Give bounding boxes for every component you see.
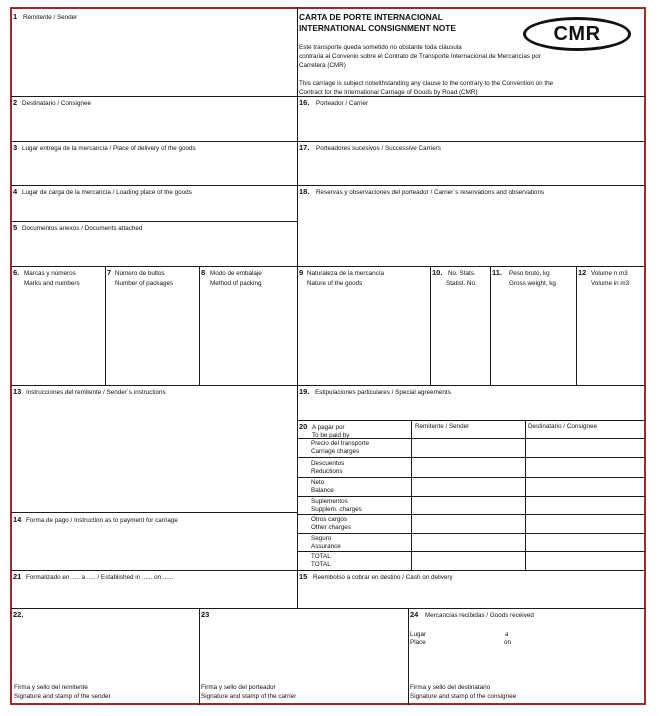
- box-23-sig-es: Firma y sello del porteador: [201, 684, 276, 691]
- row-label-en: Supplem. charges: [311, 506, 362, 513]
- box-7-label-es: Número de bultos: [115, 270, 165, 277]
- row-label-en: TOTAL: [311, 561, 331, 568]
- clause-es-2: contraria al Convenio sobre el Contrato de Transporte Internacional de Mercancías por: [299, 53, 541, 60]
- cmr-logo: CMR: [523, 17, 631, 51]
- row-label-es: Neto: [311, 479, 325, 486]
- box-3-label: Lugar entrega de la mercancía / Place of delivery of the goods: [22, 145, 196, 152]
- box-15-label: Reembolso a cobrar en destino / Cash on delivery: [313, 574, 453, 581]
- box-5-number: 5: [13, 223, 18, 232]
- box-12-label-en: Volume in m3: [591, 280, 630, 287]
- box-24-on: on: [504, 639, 512, 646]
- box-12-number: 12: [578, 268, 587, 277]
- box-20-label-es: A pagar por: [312, 424, 345, 431]
- title-es: CARTA DE PORTE INTERNACIONAL: [299, 12, 443, 22]
- row-label-en: Reductions: [311, 468, 343, 475]
- box-1-label: Remitente / Sender: [23, 14, 78, 21]
- box-13-label: Instrucciones del remitente / Sender´s instructions: [26, 389, 166, 396]
- box-8-label-es: Modo de embalaje: [210, 270, 262, 277]
- row-label-en: Carriage charges: [311, 448, 360, 455]
- box-10-number: 10.: [432, 268, 443, 277]
- box-7-label-en: Number of packages: [115, 280, 174, 287]
- box-11-label-en: Gross weight, kg: [509, 280, 556, 287]
- box-24-sig-en: Signature and stamp of the consignee: [410, 693, 517, 700]
- row-label-es: Seguro: [311, 535, 332, 542]
- row-label-es: Descuentos: [311, 460, 345, 467]
- box-14-number: 14: [13, 515, 22, 524]
- box-22-sig-en: Signature and stamp of the sender: [14, 693, 111, 700]
- box-16-number: 16.: [299, 98, 310, 107]
- box-20-number: 20: [299, 422, 308, 431]
- box-24-lugar: Lugar: [410, 631, 427, 638]
- box-23-sig-en: Signature and stamp of the carrier: [201, 693, 297, 700]
- box-6-label-en: Marks and numbers: [24, 280, 80, 287]
- box-8-label-en: Method of packing: [210, 280, 262, 287]
- box-13-number: 13: [13, 387, 22, 396]
- box-11-label-es: Peso bruto, kg: [509, 270, 550, 277]
- box-24-a: a: [505, 631, 509, 638]
- box-21-number: 21: [13, 572, 22, 581]
- clause-en-1: This carriage is subject notwithstanding any clause to the contrary to the Convention on the: [299, 80, 554, 87]
- box-23-number: 23: [201, 610, 210, 619]
- box-18-label: Reservas y observaciones del porteador / Carrier´s reservations and observations: [316, 189, 545, 196]
- box-10-label-en: Statist. No.: [446, 280, 477, 287]
- row-label-es: TOTAL: [311, 553, 331, 560]
- box-15-number: 15: [299, 572, 308, 581]
- box-17-number: 17.: [299, 143, 310, 152]
- box-11-number: 11.: [492, 268, 503, 277]
- row-label-en: Assurance: [311, 543, 341, 550]
- box-12-label-es: Volume n m3: [591, 270, 628, 277]
- box-7-number: 7: [107, 268, 112, 277]
- clause-es-1: Este transporte queda sometido no obstante toda cláusula: [299, 44, 462, 51]
- row-label-en: Balance: [311, 487, 334, 494]
- box-9-label-es: Naturaleza de la mercancía: [307, 270, 385, 277]
- box-4-number: 4: [13, 187, 18, 196]
- box-19-label: Estipulaciones particulares / Special agreements: [315, 389, 451, 396]
- box-9-label-en: Nature of the goods: [307, 280, 363, 287]
- box-14-label: Forma de pago / Instruction as to payment for carriage: [26, 517, 178, 524]
- clause-en-2: Contract for the International Carriage of Goods by Road (CMR): [299, 89, 478, 96]
- box-5-label: Documentos anexos / Documents attached: [22, 225, 143, 232]
- box-18-number: 18.: [299, 187, 310, 196]
- box-21-label: Formalizado en ..... a ..... / Established in ...... on ......: [26, 574, 174, 581]
- row-label-es: Precio del transporte: [311, 440, 370, 447]
- box-20-label-en: To be paid by: [312, 432, 350, 439]
- box-24-sig-es: Firma y sello del destinatario: [410, 684, 491, 691]
- box-4-label: Lugar de carga de la mercancía / Loading place of the goods: [22, 189, 192, 196]
- box-22-sig-es: Firma y sello del remitente: [14, 684, 88, 691]
- row-label-en: Other charges: [311, 524, 351, 531]
- row-label-es: Otros cargos: [311, 516, 348, 523]
- box-20-col-consignee: Destinatario / Consignee: [528, 423, 597, 430]
- title-en: INTERNATIONAL CONSIGNMENT NOTE: [299, 23, 456, 33]
- box-19-number: 19.: [299, 387, 310, 396]
- box-1-number: 1: [13, 12, 18, 21]
- box-17-label: Porteadores sucesivos / Successive Carriers: [316, 145, 441, 152]
- box-3-number: 3: [13, 143, 18, 152]
- box-10-label-es: No. Stats.: [448, 270, 476, 277]
- box-24-number: 24: [410, 610, 419, 619]
- box-24-label: Mercancías recibidas / Goods received: [425, 612, 534, 619]
- box-2-number: 2: [13, 98, 18, 107]
- box-16-label: Porteador / Carrier: [316, 100, 369, 107]
- box-9-number: 9: [299, 268, 304, 277]
- row-label-es: Suplementos: [311, 498, 348, 505]
- box-8-number: 8: [201, 268, 206, 277]
- clause-es-3: Carretera (CMR): [299, 62, 346, 69]
- box-2-label: Destinatario / Consignee: [22, 100, 91, 107]
- box-20-col-sender: Remitente / Sender: [415, 423, 470, 430]
- box-22-number: 22.: [13, 610, 24, 619]
- box-24-place: Place: [410, 639, 426, 646]
- box-6-number: 6.: [13, 268, 20, 277]
- box-6-label-es: Marcas y números: [24, 270, 76, 277]
